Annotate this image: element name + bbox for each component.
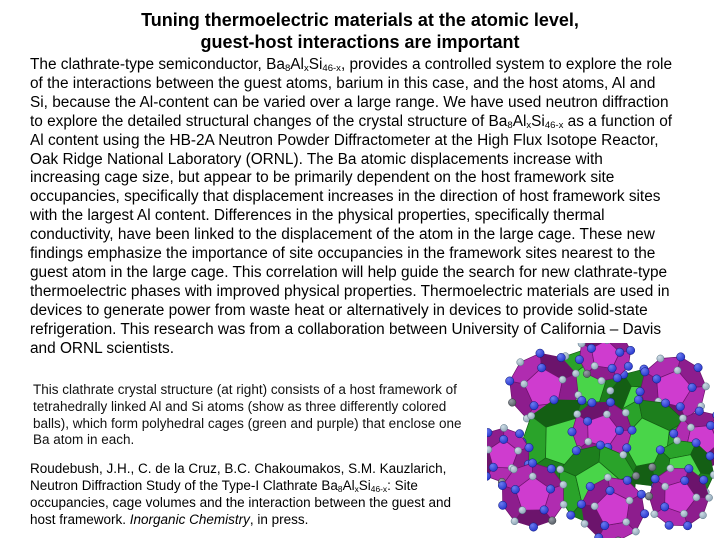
text-line: conductivity, have been linked to the displacement of the atom in the large cage. These new — [30, 226, 655, 244]
text-line: with the largest Al content. Differences in the physical properties, specifically thermal — [30, 207, 605, 225]
text-line: refrigeration. This research was from a collaboration between University of California – Davis — [30, 320, 662, 338]
citation-paragraph — [30, 460, 451, 528]
text-line: thermoelectric phases with improved physical properties. Thermoelectric materials are used in — [30, 282, 670, 300]
text-line: devices to generate power from waste heat or alternatively in devices to provide solid-state — [30, 301, 648, 319]
text-line: to explore the detailed structural changes of the crystal structure of $Ba_8Al_xSi_{46-x}$ as a function of — [30, 112, 673, 132]
text-line: Roudebush, J.H., C. de la Cruz, B.C. Chakoumakos, S.M. Kauzlarich, — [30, 461, 447, 476]
text-line: Oak Ridge National Laboratory (ORNL). The Ba atomic displacements increase with — [30, 150, 603, 168]
figure-caption — [33, 382, 462, 449]
clathrate-structure-image — [487, 343, 714, 538]
text-line: balls), which form polyhedral cages (green and purple) that enclose one — [33, 415, 462, 431]
text-line: Al content using the HB-2A Neutron Powder Diffractometer at the High Flux Isotope Reactor, — [30, 131, 659, 149]
text-line: This clathrate crystal structure (at right) consists of a host framework of — [33, 382, 457, 397]
abstract-paragraph — [30, 56, 672, 359]
text-line: tetrahedrally linked Al and Si atoms (show as three differently colored — [33, 398, 447, 414]
text-line: Si, because the Al-content can be varied over a large range. We have used neutron diffraction — [30, 93, 669, 111]
text-line: findings emphasize the importance of site occupancies in the framework sites nearest to the — [30, 245, 656, 263]
text-line: Ba atom in each. — [33, 432, 135, 448]
text-line: host framework. Inorganic Chemistry, in press. — [30, 512, 309, 527]
text-line: occupancies, cage volumes and the interaction between the guest and — [30, 495, 452, 510]
text-line: occupancies, specifically that displacement increases in the direction of host framework sites — [30, 188, 661, 206]
title-line-1: Tuning thermoelectric materials at the atomic level, — [141, 10, 579, 30]
text-line: of the interactions between the guest atoms, barium in this case, and the host atoms, Al and — [30, 74, 656, 92]
title-line-2: guest-host interactions are important — [200, 32, 520, 52]
text-line: The clathrate-type semiconductor, $Ba_8Al_xSi_{46-x}$, provides a controlled system to explore the role — [30, 56, 673, 75]
text-line: and ORNL scientists. — [30, 339, 174, 357]
text-line: guest atom in the large cage. This correlation will help guide the search for new clathrate-type — [30, 263, 668, 281]
clathrate-structure-figure — [487, 343, 714, 538]
text-line: increasing cage size, but appear to be primarily dependent on the host framework site — [30, 169, 615, 187]
slide-title — [0, 9, 720, 53]
text-line: Neutron Diffraction Study of the Type-I Clathrate $Ba_8Al_xSi_{46-x}$: Site — [30, 478, 418, 495]
